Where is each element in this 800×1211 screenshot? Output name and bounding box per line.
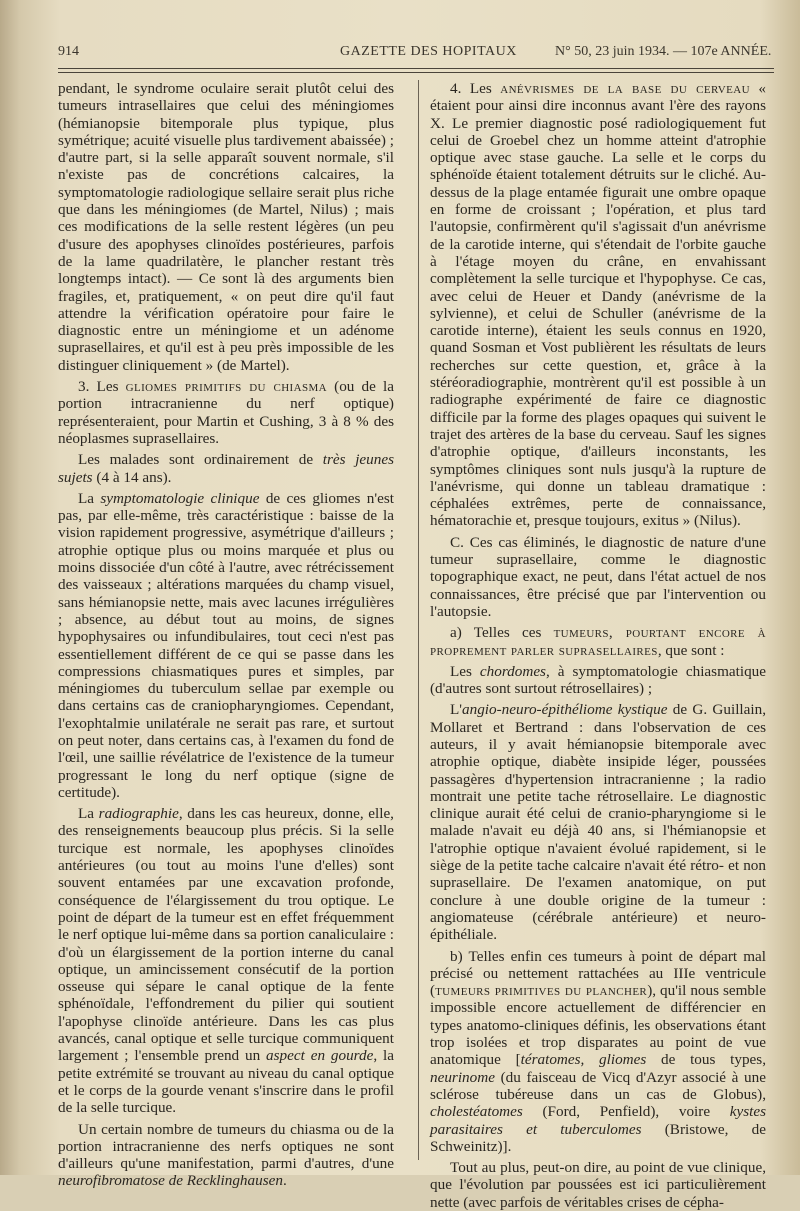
paragraph: pendant, le syndrome oculaire serait plutôt celui des tumeurs intrasellaires que celui des méningiomes (hémianopsie bitemporale plus typique, plus symétrique; acuité visuelle plus tardivement abaissée) ; d'autre part, si la selle apparaît souvent normale, s'il n'existe pas de concrétions calcaires, la symptomatologie radiologique sellaire serait plus riche que dans les méningiomes (de Martel, Nilus) ; mais ces modifications de la selle restent légères (un peu d'usure des apophyses clinoïdes postérieures, parfois de la lame quadrilatère, le plancher restant très longtemps intact). — Ce sont là des arguments bien fragiles, et, pratiquement, « on peut dire qu'il faut attendre la vérification opératoire pour faire le diagnostic entre un méningiome et un adénome suprasellaires, et qu'il est à peu près impossible de les distinguer cliniquement » (de Martel). <box>58 80 394 374</box>
page-header <box>0 44 800 66</box>
paragraph: b) Telles enfin ces tumeurs à point de départ mal précisé ou nettement rattachées au IIIe ventricule (tumeurs primitives du plancher), qu'il nous semble impossible encore actuellement de différencier en types anatomo-cliniques définis, les observations étant trop isolées et trop disparates au point de vue anatomique [tératomes, gliomes de tous types, neurinome (du faisceau de Vicq d'Azyr associé à une sclérose tubéreuse dans un cas de Globus), cholestéatomes (Ford, Penfield), voire kystes parasitaires et tuberculomes (Bristowe, de Schweinitz)]. <box>430 947 767 1155</box>
paragraph: a) Telles ces tumeurs, pourtant encore à proprement parler suprasellaires, que sont : <box>430 624 766 659</box>
paragraph: C. Ces cas éliminés, le diagnostic de nature d'une tumeur suprasellaire, comme le diagnostic topographique exact, ne peut, dans l'état actuel de nos connaissances, être précisé que par l'intervention ou l'autopsie. <box>430 533 766 620</box>
paragraph: 3. Les gliomes primitifs du chiasma (ou de la portion intracranienne du nerf optique) représenteraient, pour Martin et Cushing, 3 à 8 % des néoplasmes suprasellaires. <box>58 378 395 447</box>
paragraph: Un certain nombre de tumeurs du chiasma ou de la portion intracranienne des nerfs optiques ne sont d'ailleurs qu'une manifestation, parmi d'autres, d'une neurofibromatose de Recklinghausen. <box>58 1120 394 1190</box>
paragraph: Tout au plus, peut-on dire, au point de vue clinique, que l'évolution par poussées est ici particulièrement nette (avec parfois de véritables crises de cépha- <box>430 1159 766 1211</box>
issue-info: N° 50, 23 juin 1934. — 107e ANNÉE. <box>555 44 772 59</box>
journal-title: GAZETTE DES HOPITAUX <box>340 44 517 59</box>
left-column <box>58 80 395 1190</box>
paragraph: Les chordomes, à symptomatologie chiasmatique (d'autres sont surtout rétrosellaires) ; <box>430 662 766 698</box>
header-rule-top <box>58 68 774 69</box>
paragraph: 4. Les anévrismes de la base du cerveau « étaient pour ainsi dire inconnus avant l'ère des rayons X. Le premier diagnostic posé radiologiquement fut celui de Groebel chez un homme atteint d'atrophie optique avec stase gauche. La selle et le corps du sphénoïde étaient totalement détruits sur le cliché. Au-dessus de la plage entamée figurait une ombre opaque en forme de croissant ; l'opération, et plus tard l'autopsie, confirmèrent qu'il s'agissait d'un anévrisme de la carotide interne, qui s'étendait de l'orbite gauche à l'étage moyen du crâne, en envahissant complètement la selle turcique et l'hypophyse. Ce cas, avec celui de Heuer et Dandy (anévrisme de la sylvienne), et celui de Schuller (anévrisme de la carotide interne), étaient les seuls connus en 1920, quand Sosman et Vost publièrent les résultats de leurs recherches sur cette question, et, grâce à la stéréoradiographie, montrèrent qu'il est possible à un radiographe expérimenté de faire ce diagnostic difficile par la forme des plages opaques qui suivent le trajet des artères de la base du cerveau. Sauf les signes d'atrophie optique, d'ailleurs inconstants, les symptômes cliniques sont nuls jusqu'à la rupture de l'anévrisme, qui donne un tableau dramatique : céphalées extrêmes, perte de connaissance, hématorachie et, presque toujours, exitus » (Nilus). <box>430 80 766 530</box>
column-divider <box>418 80 419 1160</box>
paragraph: La symptomatologie clinique de ces gliomes n'est pas, par elle-même, très caractéristique : baisse de la vision rapidement progressive, asymétrique d'ailleurs ; atrophie optique plus ou moins marquée et plus ou moins dissociée d'un côté à l'autre, avec rétrécissement des vaisseaux ; altérations marquées du champ visuel, sans hémianopsie nette, mais avec lacunes irrégulières ; absence, au début tout au moins, de signes hypophysaires ou infundibulaires, tout ceci n'est pas essentiellement différent de ce qui se passe dans les compressions chiasmatiques pures et simples, par méningiomes du tuberculum sellae par exemple ou dans certains cas de craniopharyngiomes. Cependant, l'exophtalmie unilatérale ne serait pas rare, et surtout on peut noter, dans certains cas, à l'examen du fond de l'œil, une saillie révélatrice de l'existence de la tumeur progressant le long du nerf optique (signe de certitude). <box>58 489 394 801</box>
paragraph: L'angio-neuro-épithéliome kystique de G. Guillain, Mollaret et Bertrand : dans l'observation de ces auteurs, il y avait hémianopsie bitemporale avec atrophie optique, diabète insipide léger, poussées passagères d'hypertension intracranienne ; la radio montrait une petite tache rétrosellaire. Le diagnostic clinique aurait été celui de cranio-pharyngiome si le malade n'avait eu déjà 40 ans, si l'hémianopsie et l'atrophie optique n'avaient évolué rapidement, si le siège de la petite tache calcaire n'avait été rétro- et non suprasellaire. De l'examen anatomique, on put conclure à une double origine de la tumeur : angiomateuse (cérébrale antérieure) et neuro-épithéliale. <box>430 701 766 944</box>
paragraph: Les malades sont ordinairement de très jeunes sujets (4 à 14 ans). <box>58 451 394 486</box>
right-column <box>430 80 767 1211</box>
header-rule-bottom <box>58 72 774 73</box>
paragraph: La radiographie, dans les cas heureux, donne, elle, des renseignements beaucoup plus précis. Si la selle turcique est normale, les apophyses clinoïdes antérieures (ou tout au moins l'une d'elles) sont souvent entamées par une excavation profonde, conséquence de l'élargissement du trou optique. Le point de départ de la tumeur est en effet fréquemment le nerf optique lui-même dans sa portion canaliculaire : d'où un élargissement de la portion interne du canal optique, un amincissement consécutif de la portion osseuse qui sépare le canal optique de la fente sphénoïdale, l'effondrement du pilier qui soutient l'apophyse clinoïde antérieure. Dans les cas plus avancés, canal optique et selle turcique communiquent largement ; l'ensemble prend un aspect en gourde, la petite extrémité se trouvant au niveau du canal optique et le corps de la gourde venant s'inscrire dans le profil de la selle turcique. <box>58 805 394 1117</box>
page-number: 914 <box>58 44 79 59</box>
